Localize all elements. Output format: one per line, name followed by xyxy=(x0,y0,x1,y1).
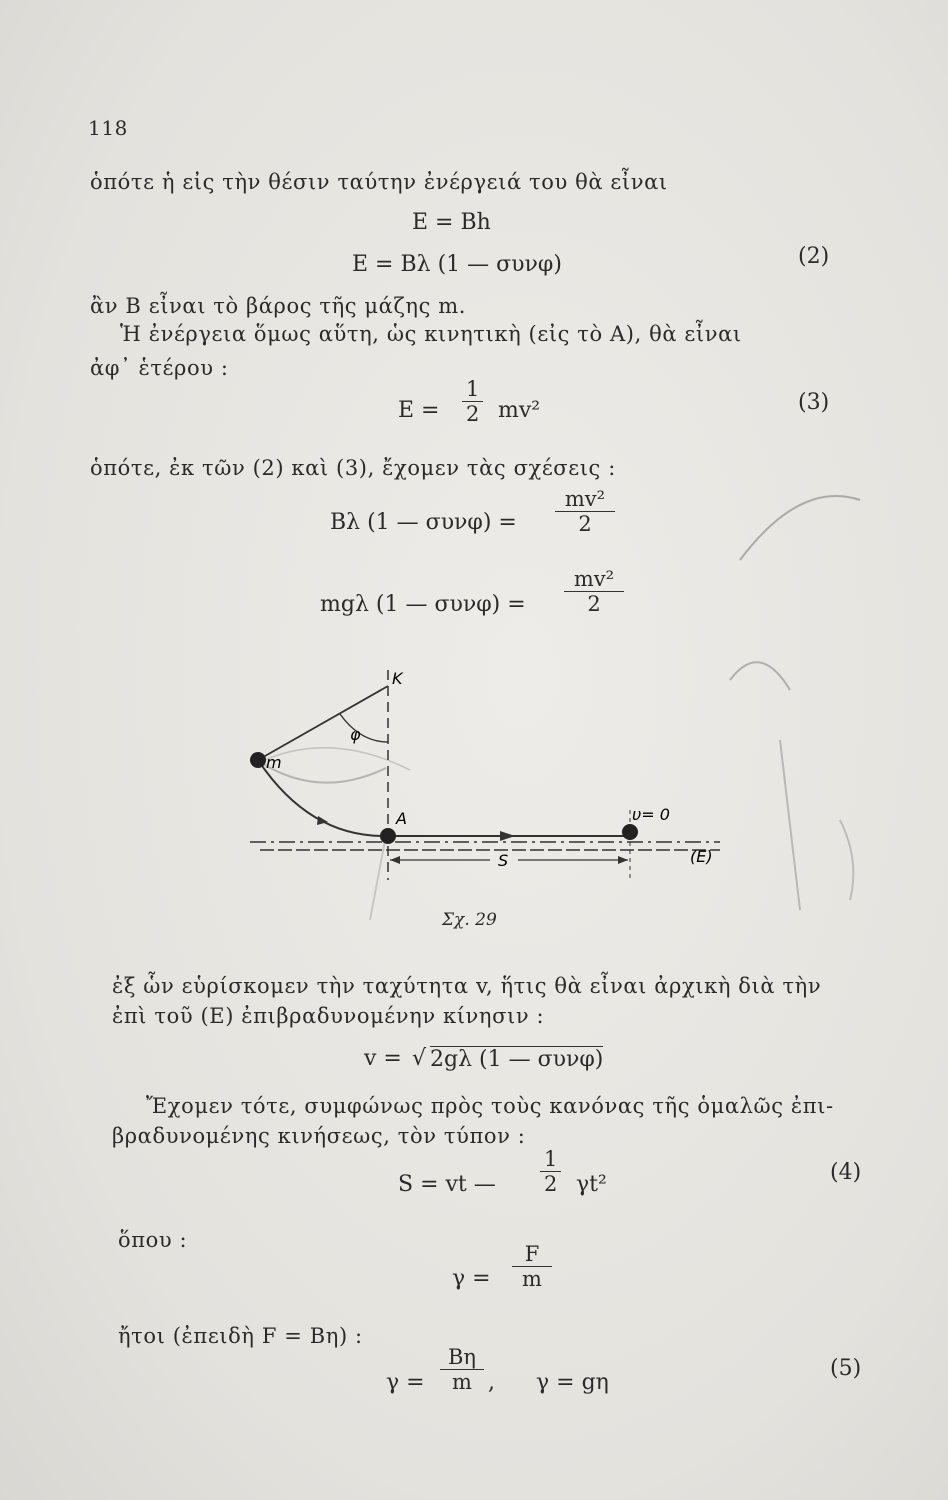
equation-5-lhs: γ = xyxy=(386,1370,425,1395)
page-number: 118 xyxy=(88,116,128,140)
distance-arrowhead xyxy=(390,856,400,864)
gamma-equation-lhs: γ = xyxy=(452,1266,491,1291)
fraction-one-half: 1 2 xyxy=(462,377,483,426)
figure-caption: Σχ. 29 xyxy=(442,910,497,930)
mass-m xyxy=(250,752,266,768)
text-line: ὁπότε, ἐκ τῶν (2) καὶ (3), ἔχομεν τὰς σχέσεις : xyxy=(90,456,616,480)
velocity-equation-radicand: 2gλ (1 — συνφ) xyxy=(430,1047,604,1072)
equation-number: (5) xyxy=(830,1356,862,1381)
label-e: (E) xyxy=(690,847,713,866)
fraction-mv2-over-2: mv² 2 xyxy=(555,487,615,536)
pendulum-string xyxy=(258,686,388,760)
equation-4-rhs: γt² xyxy=(576,1172,607,1197)
text-line: ἐξ ὧν εὑρίσκομεν τὴν ταχύτητα v, ἥτις θὰ εἶναι ἀρχικὴ διὰ τὴν xyxy=(112,974,822,998)
equation-2: E = Bλ (1 — συνφ) xyxy=(352,252,562,277)
motion-arrowhead xyxy=(500,831,515,841)
equation-e-bh: E = Bh xyxy=(412,210,491,235)
fraction-mv2-over-2: mv² 2 xyxy=(564,567,624,616)
equation-3-rhs: mv² xyxy=(498,398,541,423)
relation-2-lhs: mgλ (1 — συνφ) = xyxy=(320,592,526,617)
text-line: ὅπου : xyxy=(118,1228,188,1252)
equation-number: (4) xyxy=(830,1160,862,1185)
distance-arrowhead xyxy=(618,856,628,864)
fraction-f-over-m: F m xyxy=(512,1242,552,1291)
equation-number: (2) xyxy=(798,244,830,269)
angle-arc xyxy=(340,714,388,742)
text-line: Ἔχομεν τότε, συμφώνως πρὸς τοὺς κανόνας τῆς ὁμαλῶς ἐπι- xyxy=(146,1094,834,1118)
mass-at-rest xyxy=(622,824,638,840)
label-velocity-zero: υ= 0 xyxy=(632,805,670,824)
equation-5-separator: , xyxy=(488,1370,495,1395)
label-m: m xyxy=(266,753,282,772)
pendulum-figure xyxy=(200,650,760,950)
pencil-margin-notes xyxy=(700,440,900,940)
text-line: ἂν B εἶναι τὸ βάρος τῆς μάζης m. xyxy=(90,294,467,318)
fraction-beta-eta-over-m: Bη m xyxy=(440,1345,484,1394)
equation-5-rhs: γ = gη xyxy=(536,1370,609,1395)
fraction-one-half: 1 2 xyxy=(540,1147,561,1196)
pencil-sketch-line xyxy=(370,835,386,920)
equation-3-lhs: E = xyxy=(398,398,440,423)
text-line: ἐπὶ τοῦ (E) ἐπιβραδυνομένην κίνησιν : xyxy=(112,1004,545,1028)
label-phi: φ xyxy=(350,725,361,744)
text-line: Ἡ ἐνέργεια ὅμως αὕτη, ὡς κινητικὴ (εἰς τὸ A), θὰ εἶναι xyxy=(120,322,742,346)
label-k: K xyxy=(392,669,403,688)
text-line: βραδυνομένης κινήσεως, τὸν τύπον : xyxy=(112,1124,526,1148)
text-line: ἤτοι (ἐπειδὴ F = Bη) : xyxy=(118,1324,363,1348)
equation-number: (3) xyxy=(798,390,830,415)
radical-sign: √ xyxy=(412,1046,427,1071)
text-line: ἀφ᾽ ἑτέρου : xyxy=(90,356,229,380)
velocity-equation-lhs: v = xyxy=(364,1046,402,1071)
mass-at-a xyxy=(380,828,396,844)
label-a: A xyxy=(396,809,407,828)
label-s: S xyxy=(498,851,509,870)
relation-1-lhs: Bλ (1 — συνφ) = xyxy=(330,510,517,535)
text-line: ὁπότε ἡ εἰς τὴν θέσιν ταύτην ἐνέργειά του θὰ εἶναι xyxy=(90,170,668,194)
equation-4-lhs: S = vt — xyxy=(398,1172,496,1197)
